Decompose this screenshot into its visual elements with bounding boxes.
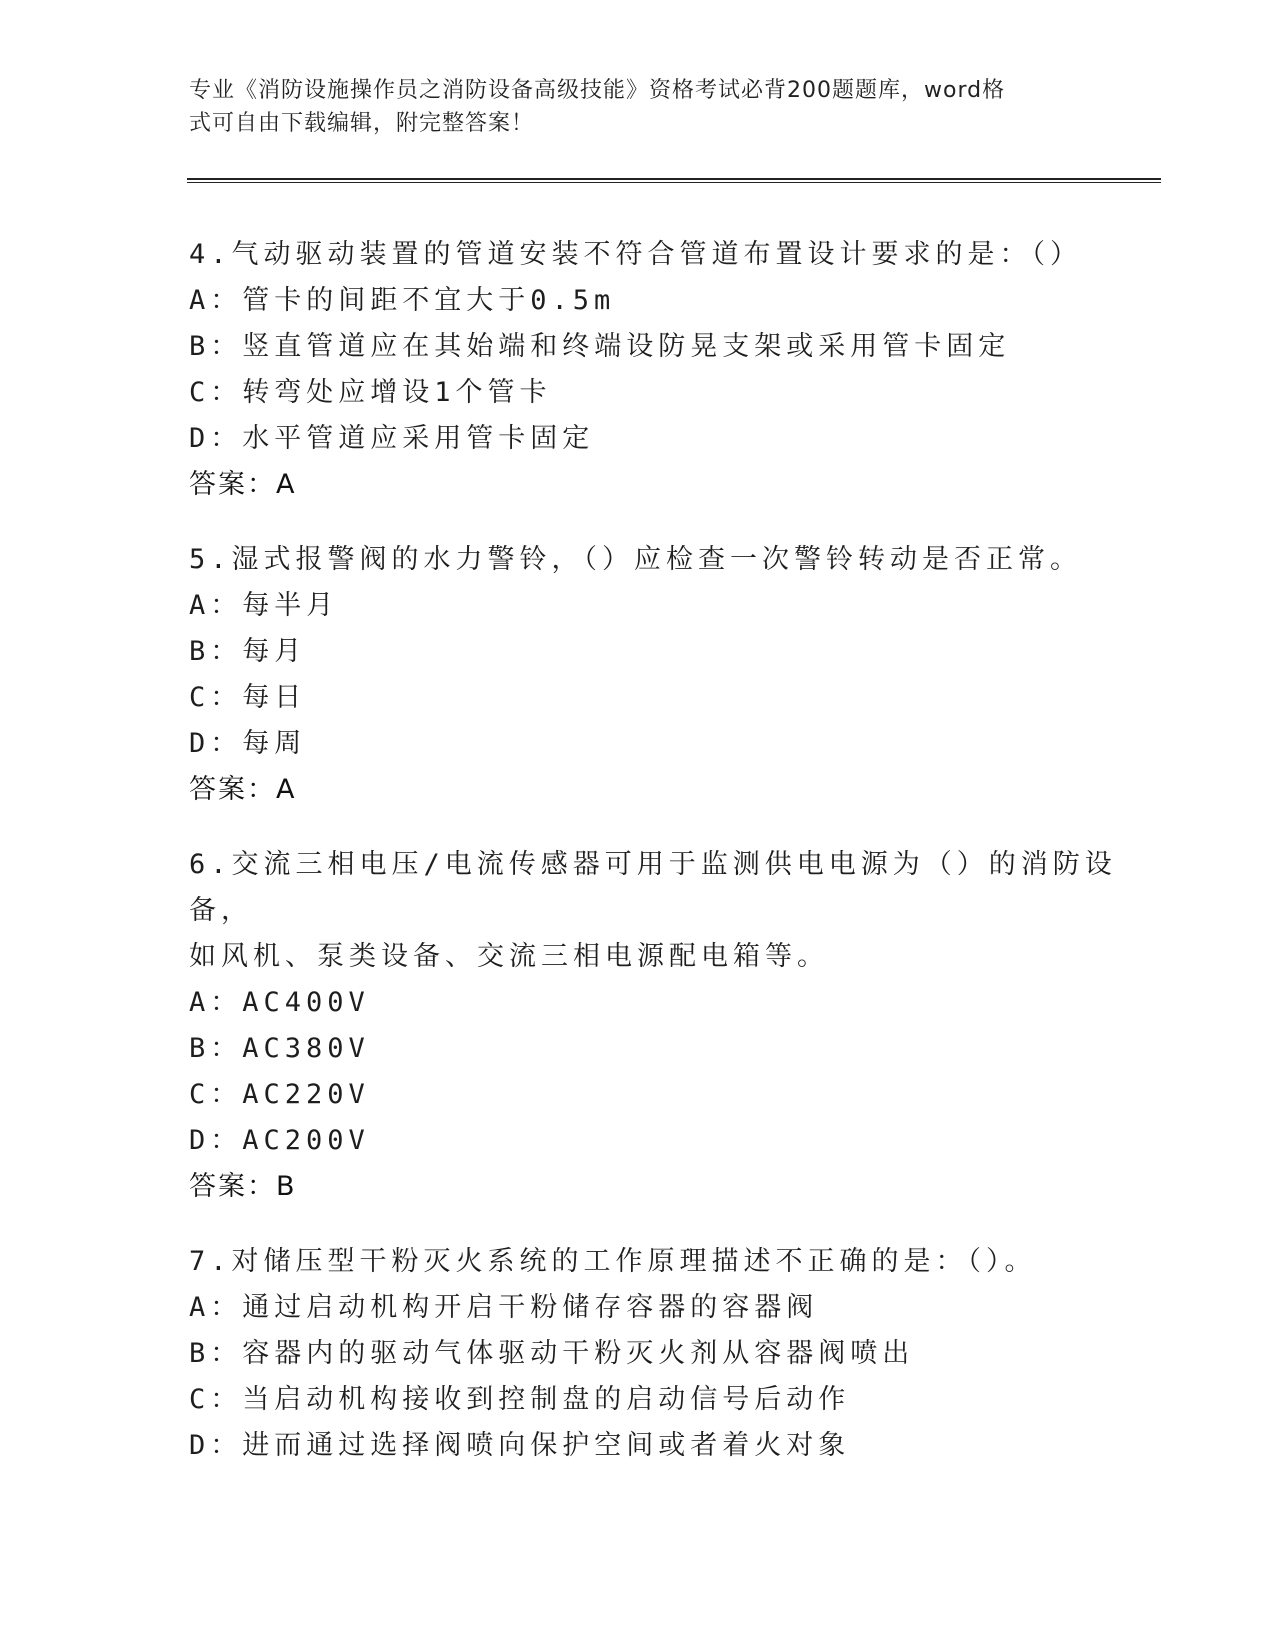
answer: 答案：A xyxy=(189,774,297,805)
question-list xyxy=(189,232,1129,1498)
option-d: D：水平管道应采用管卡固定 xyxy=(189,423,595,454)
question-text: 7.对储压型干粉灭火系统的工作原理描述不正确的是：（）。 xyxy=(189,1246,1037,1277)
option-a: A：通过启动机构开启干粉储存容器的容器阀 xyxy=(189,1292,819,1323)
option-b: B：每月 xyxy=(189,636,307,667)
option-b: B：竖直管道应在其始端和终端设防晃支架或采用管卡固定 xyxy=(189,331,1011,362)
header-divider xyxy=(187,178,1161,183)
question-text: 4.气动驱动装置的管道安装不符合管道布置设计要求的是：（） xyxy=(189,239,1083,270)
header-line-1: 专业《消防设施操作员之消防设备高级技能》资格考试必背200题题库，word格 xyxy=(189,78,1006,103)
option-c: C：AC220V xyxy=(189,1079,370,1110)
document-header xyxy=(189,74,1089,140)
answer: 答案：B xyxy=(189,1171,297,1202)
question-text-line-1: 6.交流三相电压/电流传感器可用于监测供电电源为（）的消防设备， xyxy=(189,849,1117,926)
answer: 答案：A xyxy=(189,469,297,500)
question-5 xyxy=(189,537,1129,813)
option-d: D：进而通过选择阀喷向保护空间或者着火对象 xyxy=(189,1430,851,1461)
option-c: C：当启动机构接收到控制盘的启动信号后动作 xyxy=(189,1384,851,1415)
question-6 xyxy=(189,842,1129,1210)
option-b: B：容器内的驱动气体驱动干粉灭火剂从容器阀喷出 xyxy=(189,1338,915,1369)
question-text-line-2: 如风机、泵类设备、交流三相电源配电箱等。 xyxy=(189,941,829,972)
option-c: C：转弯处应增设1个管卡 xyxy=(189,377,552,408)
option-a: A：每半月 xyxy=(189,590,339,621)
question-4 xyxy=(189,232,1129,508)
header-line-2: 式可自由下载编辑，附完整答案！ xyxy=(189,111,535,136)
question-7 xyxy=(189,1239,1129,1469)
option-b: B：AC380V xyxy=(189,1033,370,1064)
option-d: D：AC200V xyxy=(189,1125,370,1156)
option-a: A：管卡的间距不宜大于0.5m xyxy=(189,285,616,316)
option-d: D：每周 xyxy=(189,728,307,759)
option-a: A：AC400V xyxy=(189,987,370,1018)
option-c: C：每日 xyxy=(189,682,307,713)
question-text: 5.湿式报警阀的水力警铃，（）应检查一次警铃转动是否正常。 xyxy=(189,544,1083,575)
